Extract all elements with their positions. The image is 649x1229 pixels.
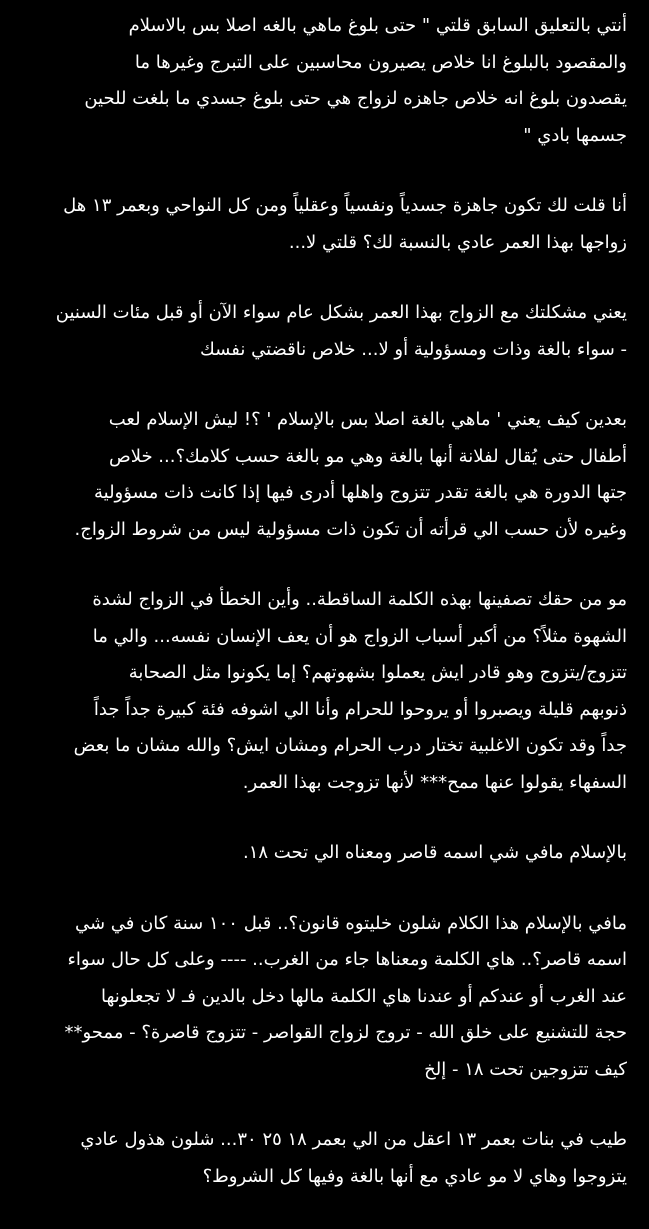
text-line: السفهاء يقولوا عنها ممح*** لأنها تزوجت بهذا العمر.: [242, 771, 627, 793]
text-line: يتزوجوا وهاي لا مو عادي مع أنها بالغة وفيها كل الشروط؟: [202, 1165, 627, 1187]
text-line: جداً وقد تكون الاغلبية تختار درب الحرام ومشان ايش؟ والله مشان ما بعض: [73, 735, 627, 756]
text-line: يقصدون بلوغ انه خلاص جاهزه لزواج هي حتى بلوغ جسدي ما بلغت للحين: [84, 88, 627, 109]
text-line: أنتي بالتعليق السابق قلتي " حتى بلوغ ماهي بالغه اصلا بس بالاسلام: [128, 15, 627, 36]
paragraph: [10, 8, 627, 154]
text-line: تتزوج/يتزوج وهو قادر ايش يعملوا بشهوتهم؟ إما يكونوا مثل الصحابة: [128, 662, 627, 683]
text-line: بالإسلام مافي شي اسمه قاصر ومعناه الي تحت ١٨.: [243, 842, 627, 863]
text-line: كيف تتزوجين تحت ١٨ - إلخ: [424, 1058, 627, 1080]
text-line: بعدين كيف يعني ' ماهي بالغة اصلا بس بالإسلام ' ؟! ليش الإسلام لعب: [108, 409, 627, 430]
text-line: حجة للتشنيع على خلق الله - تروج لزواج القواصر - تتزوج قاصرة؟ - ممحو**: [64, 1022, 627, 1043]
text-line: مو من حقك تصفينها بهذه الكلمة الساقطة.. وأين الخطأ في الزواج لشدة: [92, 589, 627, 610]
text-line: طيب في بنات بعمر ١٣ اعقل من الي بعمر ١٨ ٢٥ ٣٠... شلون هذول عادي: [80, 1129, 627, 1150]
paragraph: [10, 188, 627, 261]
text-line: عند الغرب أو عندكم أو عندنا هاي الكلمة مالها دخل بالدين فـ لا تجعلونها: [100, 985, 627, 1007]
paragraph: [10, 906, 627, 1089]
paragraph: [10, 295, 627, 368]
paragraph: [10, 582, 627, 801]
text-line: أطفال حتى يُقال لفلانة أنها بالغة وهي مو بالغة حسب كلامك؟... خلاص: [108, 445, 627, 467]
text-line: اسمه قاصر؟.. هاي الكلمة ومعناها جاء من الغرب.. ---- وعلى كل حال سواء: [67, 949, 627, 970]
text-line: جسمها بادي ": [523, 124, 627, 146]
paragraph: [10, 1122, 627, 1195]
text-line: والمقصود بالبلوغ انا خلاص يصيرون محاسبين على التبرج وغيرها ما: [134, 51, 627, 73]
paragraph: [10, 402, 627, 548]
text-line: ذنوبهم قليلة ويصبروا أو يروحوا للحرام وأنا الي اشوفه فئة كبيرة جداً جداً: [93, 698, 627, 720]
paragraph: [10, 835, 627, 872]
message-text: [10, 8, 627, 1229]
text-line: - سواء بالغة وذات ومسؤولية أو لا... خلاص ناقضتي نفسك: [200, 338, 627, 360]
text-line: الشهوة مثلاً؟ من أكبر أسباب الزواج هو أن يعف الإنسان نفسه... والي ما: [92, 625, 627, 647]
text-line: وغيره لأن حسب الي قرأته أن تكون ذات مسؤولية ليس من شروط الزواج.: [74, 518, 627, 540]
text-line: زواجها بهذا العمر عادي بالنسبة لك؟ قلتي لا...: [288, 231, 627, 253]
text-line: مافي بالإسلام هذا الكلام شلون خليتوه قانون؟.. قبل ١٠٠ سنة كان في شي: [74, 912, 627, 934]
text-line: يعني مشكلتك مع الزواج بهذا العمر بشكل عام سواء الآن أو قبل مئات السنين: [55, 302, 627, 323]
text-line: جتها الدورة هي بالغة تقدر تتزوج واهلها أدرى فيها إذا كانت ذات مسؤولية: [93, 482, 627, 503]
text-line: أنا قلت لك تكون جاهزة جسدياً ونفسياً وعقلياً ومن كل النواحي وبعمر ١٣ هل: [63, 195, 627, 216]
